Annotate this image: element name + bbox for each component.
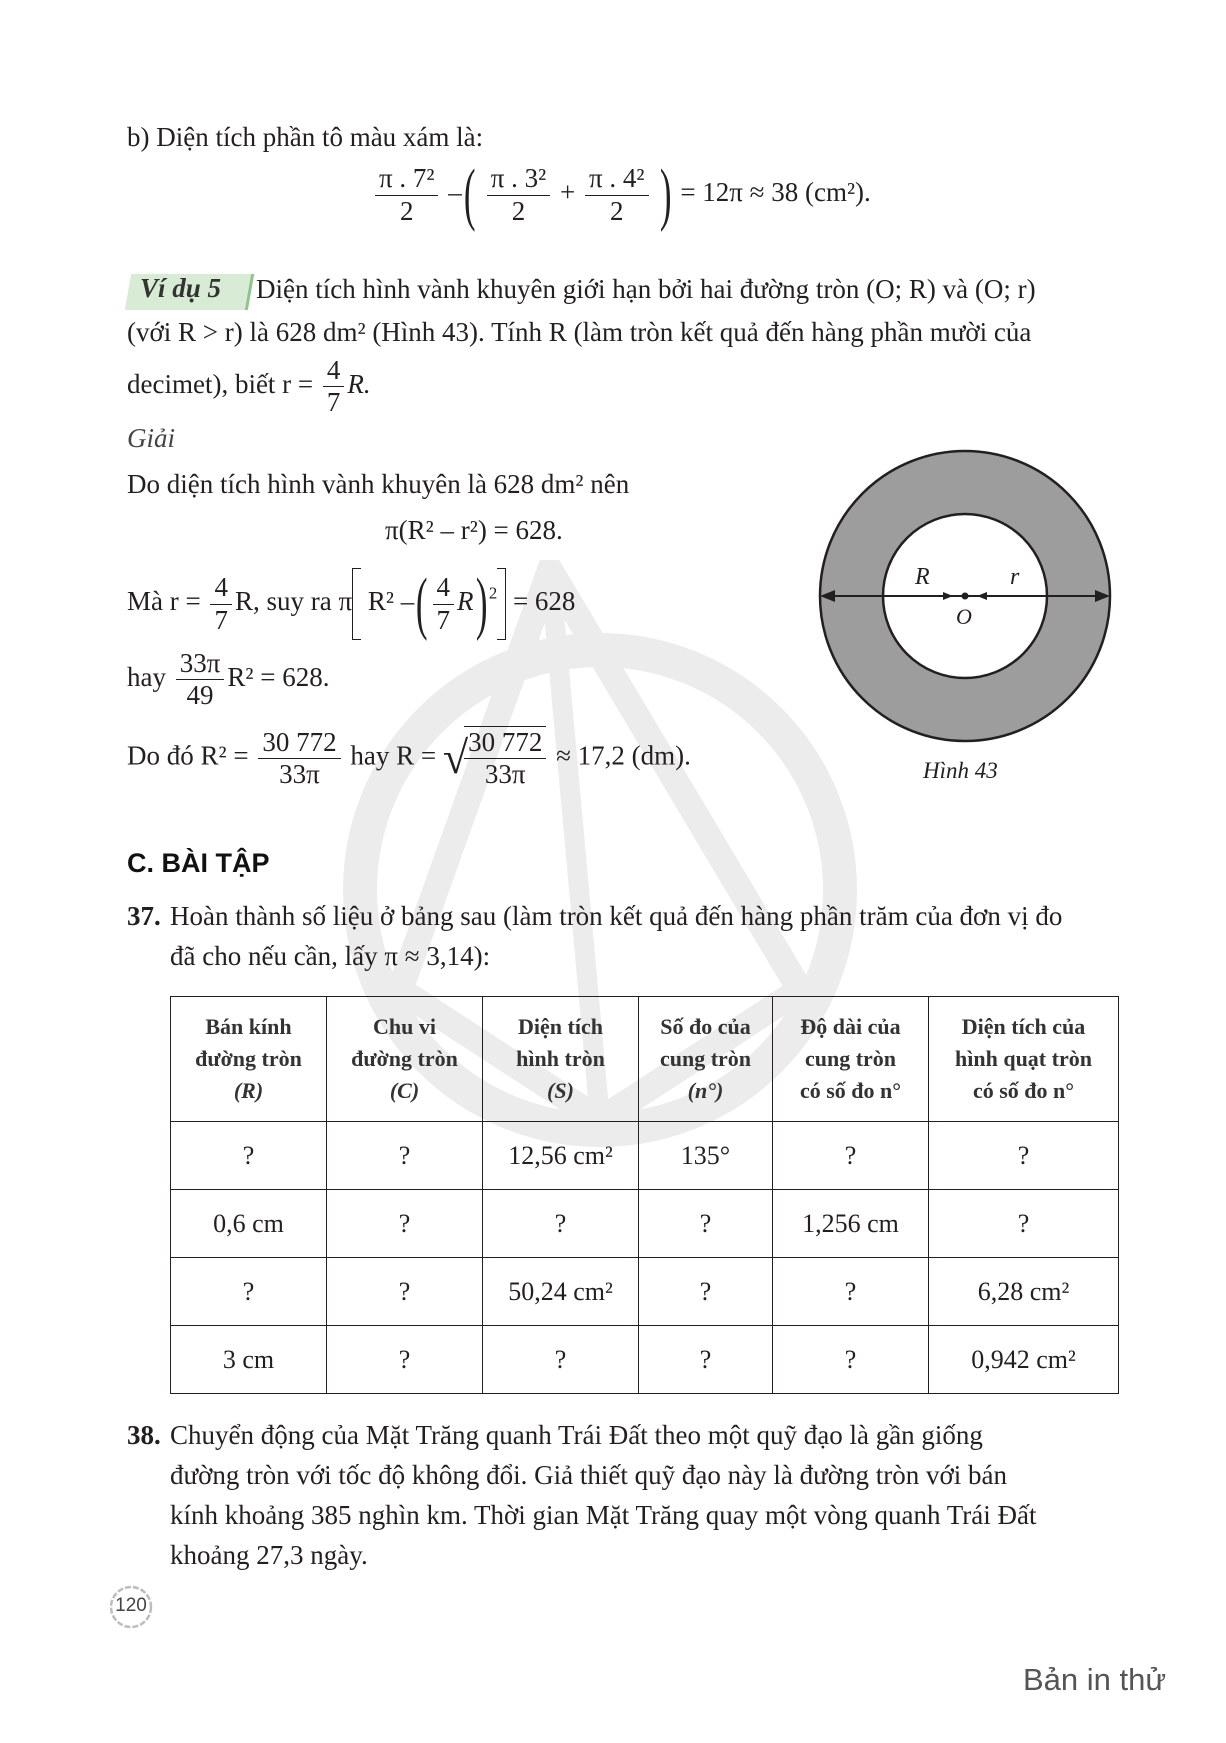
page-number: 120 (115, 1595, 147, 1616)
table-cell: 135° (639, 1122, 773, 1190)
example-line-2: (với R > r) là 628 dm² (Hình 43). Tính R (làm tròn kết quả đến hàng phần mười của (127, 317, 1032, 347)
table-cell: 3 cm (171, 1326, 327, 1394)
table-header: Số đo của cung tròn (n°) (639, 997, 773, 1122)
table-cell: 50,24 cm² (483, 1258, 639, 1326)
section-heading: C. BÀI TẬP (127, 848, 270, 878)
solution-label: Giải (127, 423, 176, 453)
table-header-row (171, 997, 1119, 1122)
table-cell: ? (929, 1122, 1119, 1190)
table-cell: 0,6 cm (171, 1190, 327, 1258)
table-cell: 1,256 cm (773, 1190, 929, 1258)
ex37-table (170, 996, 1119, 1394)
part-b-formula: $\frac{\text{π . 7²}}{2}$ –( $\frac{\text{π . 3²}}{2}$ + $\frac{\text{π . 4²}}{2}$ ) = 12π ≈ 38 (cm²). (372, 160, 871, 230)
ex38-line-4: khoảng 27,3 ngày. (170, 1540, 368, 1570)
print-note: Bản in thử (1023, 1662, 1167, 1697)
table-cell: ? (639, 1326, 773, 1394)
example-line-1: Diện tích hình vành khuyên giới hạn bởi hai đường tròn (O; R) và (O; r) (256, 274, 1036, 304)
page-number-badge (108, 1584, 154, 1630)
table-cell: 12,56 cm² (483, 1122, 639, 1190)
table-cell: ? (483, 1190, 639, 1258)
table-header: Chu vi đường tròn (C) (327, 997, 483, 1122)
table-row (171, 1122, 1119, 1190)
example-line-3: decimet), biết r = $\frac{4}{7}$ R. (127, 355, 371, 418)
solution-step-1: Do diện tích hình vành khuyên là 628 dm² nên (127, 469, 630, 499)
part-b-intro: b) Diện tích phần tô màu xám là: (127, 122, 484, 152)
table-cell: 6,28 cm² (929, 1258, 1119, 1326)
label-R: R (915, 564, 930, 590)
table-cell: ? (929, 1190, 1119, 1258)
table-cell: ? (171, 1122, 327, 1190)
solution-step-3: Mà r = $\frac{4}{7}$ R, suy ra π R² –( $\frac{4}{7}$ R) $^2$ = 628 (127, 565, 576, 642)
ex37-number: 37. (127, 901, 161, 931)
ex38-line-1: Chuyển động của Mặt Trăng quanh Trái Đất theo một quỹ đạo là gần giống (170, 1420, 983, 1450)
table-cell: ? (773, 1258, 929, 1326)
table-cell: ? (327, 1122, 483, 1190)
ex37-line-2: đã cho nếu cần, lấy π ≈ 3,14): (170, 941, 491, 971)
table-cell: ? (773, 1326, 929, 1394)
table-cell: ? (483, 1326, 639, 1394)
table-cell: ? (327, 1190, 483, 1258)
table-cell: 0,942 cm² (929, 1326, 1119, 1394)
table-cell: ? (171, 1258, 327, 1326)
table-cell: ? (327, 1258, 483, 1326)
table-row (171, 1190, 1119, 1258)
annulus-figure (815, 448, 1115, 748)
ex38-line-3: kính khoảng 385 nghìn km. Thời gian Mặt Trăng quay một vòng quanh Trái Đất (170, 1500, 1037, 1530)
ex38-number: 38. (127, 1420, 161, 1450)
table-header: Bán kính đường tròn (R) (171, 997, 327, 1122)
solution-step-2: π(R² – r²) = 628. (385, 515, 563, 545)
table-cell: ? (773, 1122, 929, 1190)
example-label: Ví dụ 5 (140, 273, 222, 303)
table-cell: ? (639, 1258, 773, 1326)
ex37-line-1: Hoàn thành số liệu ở bảng sau (làm tròn kết quả đến hàng phần trăm của đơn vị đo (170, 901, 1063, 931)
table-row (171, 1326, 1119, 1394)
figure-caption: Hình 43 (923, 758, 998, 783)
table-header: Độ dài của cung tròn có số đo n° (773, 997, 929, 1122)
ex38-line-2: đường tròn với tốc độ không đổi. Giả thiết quỹ đạo này là đường tròn với bán (170, 1460, 1008, 1490)
label-r: r (1010, 564, 1020, 590)
label-O: O (956, 604, 972, 629)
table-header: Diện tích hình tròn (S) (483, 997, 639, 1122)
solution-step-4: hay $\frac{33\pi}{49}$ R² = 628. (127, 648, 330, 711)
table-cell: ? (639, 1190, 773, 1258)
table-cell: ? (327, 1326, 483, 1394)
table-header: Diện tích của hình quạt tròn có số đo n° (929, 997, 1119, 1122)
table-row (171, 1258, 1119, 1326)
solution-step-5: Do đó R² = $\frac{30 772}{33\pi}$ hay R = √ $\frac{30 772}{33\pi}$ ≈ 17,2 (dm). (127, 726, 691, 790)
